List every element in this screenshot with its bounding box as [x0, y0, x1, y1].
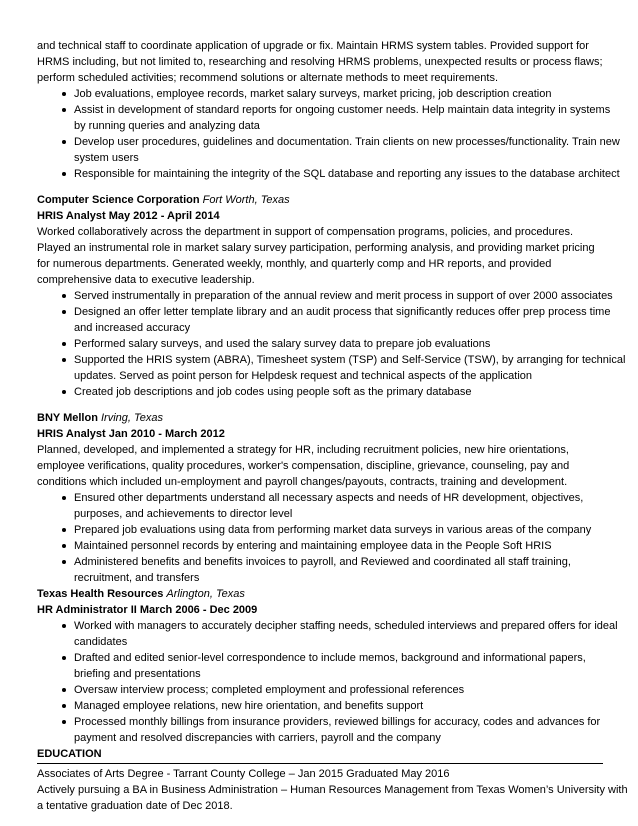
bullet-item	[37, 650, 603, 682]
intro-line: perform scheduled activities; recommend solutions or alternate methods to meet requirements.	[37, 72, 498, 84]
bullet-line: purposes, and achievements to director level	[74, 508, 293, 520]
bullet-item	[37, 288, 613, 304]
job-bullet-list	[37, 490, 603, 586]
summary-line: employee verifications, quality procedures, worker's compensation, discipline, grievance, counseling, pay and	[37, 460, 570, 472]
company-name: BNY Mellon	[37, 412, 98, 424]
summary-line: Planned, developed, and implemented a strategy for HR, including recruitment policies, new hire orientations,	[37, 444, 569, 456]
company-location: Fort Worth, Texas	[202, 194, 290, 206]
bullet-line: Ensured other departments understand all necessary aspects and needs of HR development, objectives,	[74, 492, 584, 504]
bullet-item	[37, 86, 603, 102]
role-title: HRIS Analyst Jan 2010 - March 2012	[37, 428, 225, 440]
bullet-line: Served instrumentally in preparation of the annual review and merit process in support of over 2000 associates	[74, 290, 613, 302]
bullet-line: Oversaw interview process; completed employment and professional references	[74, 684, 465, 696]
role-title: HRIS Analyst May 2012 - April 2014	[37, 210, 220, 222]
company-heading	[37, 410, 603, 426]
company-location: Arlington, Texas	[166, 588, 245, 600]
bullet-line: Worked with managers to accurately decipher staffing needs, scheduled interviews and prepared offers for ideal	[74, 620, 618, 632]
bullet-item	[37, 134, 620, 166]
bullet-item	[37, 336, 603, 352]
company-name: Computer Science Corporation	[37, 194, 200, 206]
bullet-item	[37, 682, 603, 698]
intro-section	[37, 38, 620, 182]
bullet-line: and increased accuracy	[74, 322, 191, 334]
education-line: Actively pursuing a BA in Business Administration – Human Resources Management from Texas Women’s University with	[37, 784, 628, 796]
summary-line: Worked collaboratively across the department in support of compensation programs, policies, and procedures.	[37, 226, 574, 238]
intro-paragraph	[37, 38, 603, 86]
bullet-line: briefing and presentations	[74, 668, 201, 680]
company-heading	[37, 192, 603, 208]
bullet-line: Responsible for maintaining the integrity of the SQL database and reporting any issues to the database architect	[74, 168, 620, 180]
bullet-item	[37, 166, 620, 182]
bullet-line: updates. Served as point person for Helpdesk request and technical aspects of the application	[74, 370, 533, 382]
resume-page	[37, 38, 628, 814]
company-name: Texas Health Resources	[37, 588, 164, 600]
job-summary	[37, 224, 603, 288]
education-line: a tentative graduation date of Dec 2018.	[37, 800, 233, 812]
bullet-line: Administered benefits and benefits invoices to payroll, and Reviewed and coordinated all staff training,	[74, 556, 571, 568]
intro-line: HRMS including, but not limited to, researching and resolving HRMS problems, unexpected results or process flaws;	[37, 56, 603, 68]
bullet-line: Created job descriptions and job codes using people soft as the primary database	[74, 386, 472, 398]
company-heading	[37, 586, 603, 602]
bullet-item	[37, 698, 603, 714]
bullet-line: Prepared job evaluations using data from performing market data surveys in various areas of the company	[74, 524, 592, 536]
education-line: Associates of Arts Degree - Tarrant County College – Jan 2015 Graduated May 2016	[37, 768, 450, 780]
job-section	[37, 192, 626, 400]
bullet-line: Designed an offer letter template library and an audit process that significantly reduces offer prep process time	[74, 306, 611, 318]
bullet-item	[37, 618, 618, 650]
intro-line: and technical staff to coordinate application of upgrade or fix. Maintain HRMS system tables. Provided support for	[37, 40, 589, 52]
bullet-line: Job evaluations, employee records, market salary surveys, market pricing, job description creation	[74, 88, 552, 100]
bullet-item	[37, 522, 603, 538]
bullet-line: Maintained personnel records by entering and maintaining employee data in the People Soft HRIS	[74, 540, 552, 552]
education-heading: EDUCATION	[37, 746, 603, 764]
summary-line: for numerous departments. Generated weekly, monthly, and quarterly comp and HR reports, and provided	[37, 258, 552, 270]
job-bullet-list	[37, 288, 626, 400]
job-summary	[37, 442, 603, 490]
bullet-line: by running queries and analyzing data	[74, 120, 260, 132]
bullet-line: payment and resolved discrepancies with carriers, payroll and the company	[74, 732, 441, 744]
bullet-line: Supported the HRIS system (ABRA), Timesheet system (TSP) and Self-Service (TSW), by arranging for technical	[74, 354, 626, 366]
bullet-item	[37, 490, 603, 522]
job-bullet-list	[37, 618, 618, 746]
summary-line: Played an instrumental role in market salary survey participation, performing analysis, and providing market pricing	[37, 242, 595, 254]
bullet-item	[37, 384, 603, 400]
bullet-line: recruitment, and transfers	[74, 572, 200, 584]
bullet-line: Assist in development of standard reports for ongoing customer needs. Help maintain data integrity in systems	[74, 104, 611, 116]
bullet-line: Performed salary surveys, and used the salary survey data to prepare job evaluations	[74, 338, 491, 350]
bullet-item	[37, 352, 626, 384]
role-title: HR Administrator II March 2006 - Dec 2009	[37, 604, 258, 616]
bullet-item	[37, 714, 603, 746]
bullet-item	[37, 554, 603, 586]
bullet-line: system users	[74, 152, 139, 164]
summary-line: comprehensive data to executive leadership.	[37, 274, 255, 286]
intro-bullet-list	[37, 86, 620, 182]
bullet-line: Processed monthly billings from insurance providers, reviewed billings for accuracy, codes and advances for	[74, 716, 601, 728]
bullet-item	[37, 102, 611, 134]
bullet-item	[37, 304, 611, 336]
bullet-line: Managed employee relations, new hire orientation, and benefits support	[74, 700, 424, 712]
education-text	[37, 766, 628, 814]
company-location: Irving, Texas	[100, 412, 163, 424]
bullet-line: Drafted and edited senior-level correspondence to include memos, background and informational papers,	[74, 652, 586, 664]
summary-line: conditions which included un-employment and payroll changes/payouts, contracts, training and development.	[37, 476, 568, 488]
bullet-item	[37, 538, 603, 554]
bullet-line: candidates	[74, 636, 128, 648]
education-section	[37, 746, 628, 814]
job-section	[37, 410, 603, 586]
job-section	[37, 586, 618, 746]
bullet-line: Develop user procedures, guidelines and documentation. Train clients on new processes/functionality. Train new	[74, 136, 620, 148]
